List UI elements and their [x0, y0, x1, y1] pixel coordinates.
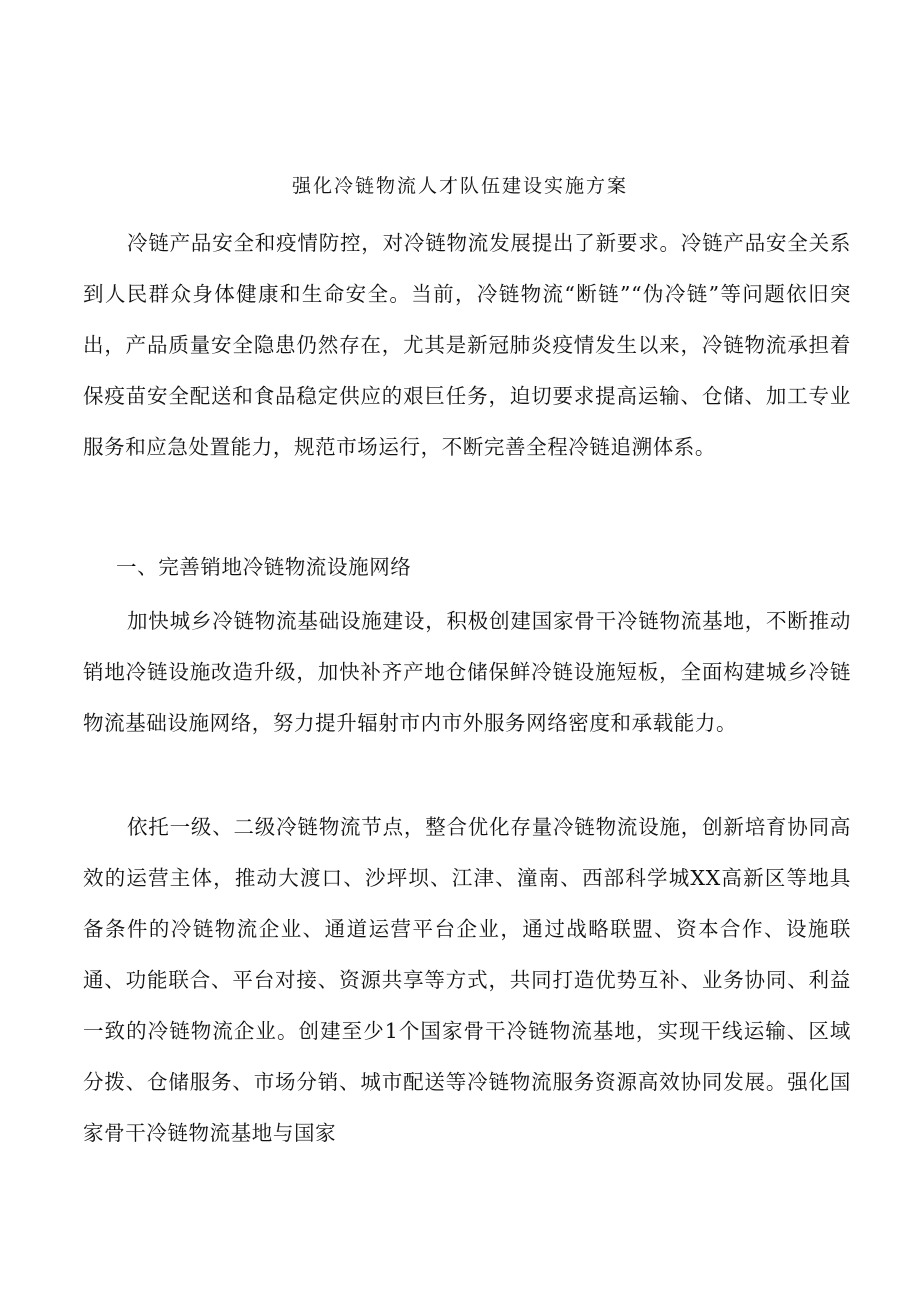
intro-paragraph: 冷链产品安全和疫情防控，对冷链物流发展提出了新要求。冷链产品安全关系到人民群众身体健康和生命安全。当前，冷链物流“断链”“伪冷链”等问题依旧突出，产品质量安全隐患仍然存在，尤其是新冠肺炎疫情发生以来，冷链物流承担着保疫苗安全配送和食品稳定供应的艰巨任务，迫切要求提高运输、仓储、加工专业服务和应急处置能力，规范市场运行，不断完善全程冷链追溯体系。	[83, 231, 851, 459]
document-title: 强化冷链物流人才队伍建设实施方案	[291, 175, 628, 197]
section-heading: 一、完善销地冷链物流设施网络	[116, 555, 412, 579]
section-paragraph-2: 依托一级、二级冷链物流节点，整合优化存量冷链物流设施，创新培育协同高效的运营主体，推动大渡口、沙坪坝、江津、潼南、西部科学城XX高新区等地具备条件的冷链物流企业、通道运营平台企业，通过战略联盟、资本合作、设施联通、功能联合、平台对接、资源共享等方式，共同打造优势互补、业务协同、利益一致的冷链物流企业。创建至少1个国家骨干冷链物流基地，实现干线运输、区域分拨、仓储服务、市场分销、城市配送等冷链物流服务资源高效协同发展。强化国家骨干冷链物流基地与国家	[83, 815, 851, 1145]
section-paragraph-1: 加快城乡冷链物流基础设施建设，积极创建国家骨干冷链物流基地，不断推动销地冷链设施改造升级，加快补齐产地仓储保鲜冷链设施短板，全面构建城乡冷链物流基础设施网络，努力提升辐射市内市外服务网络密度和承载能力。	[83, 609, 851, 735]
